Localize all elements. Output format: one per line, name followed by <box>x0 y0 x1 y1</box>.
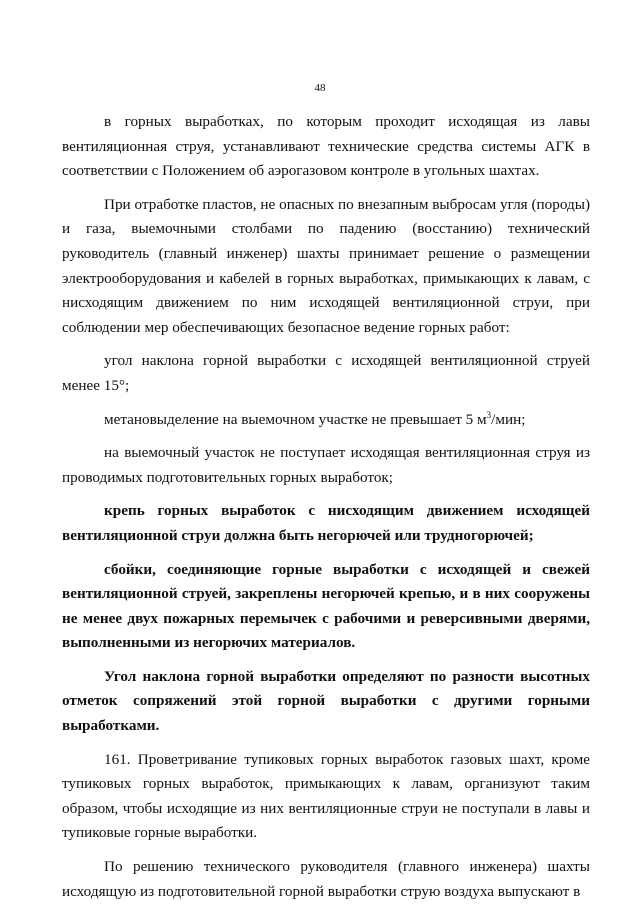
paragraph-4-text: метановыделение на выемочном участке не превышает 5 м <box>104 410 487 428</box>
paragraph-8: Угол наклона горной выработки определяют по разности высотных отметок сопряжений этой горной выработки с другими горными выработками. <box>62 667 590 735</box>
paragraph-10: По решению технического руководителя (главного инженера) шахты исходящую из подготовительной горной выработки струю воздуха выпускают в <box>62 858 590 900</box>
paragraph-7: сбойки, соединяющие горные выработки с исходящей и свежей вентиляционной струей, закреплены негорючей крепью, и в них сооружены не менее двух пожарных перемычек с рабочими и реверсивными дверями, выполненными из негорючих материалов. <box>62 560 590 652</box>
paragraph-4 <box>62 408 590 433</box>
paragraph-9: 161. Проветривание тупиковых горных выработок газовых шахт, кроме тупиковых горных выработок, примыкающих к лавам, организуют таким образом, чтобы исходящие из них вентиляционные струи не поступали в лавы и тупиковые горные выработки. <box>62 750 590 842</box>
paragraph-4-superscript: 3 <box>486 409 492 420</box>
document-body <box>62 110 590 913</box>
page-number: 48 <box>314 82 326 94</box>
paragraph-2: При отработке пластов, не опасных по внезапным выбросам угля (породы) и газа, выемочными столбами по падению (восстанию) технический руководитель (главный инженер) шахты принимает решение о размещении электрооборудования и кабелей в горных выработках, примыкающих к лавам, с нисходящим движением по ним исходящей вентиляционной струи, при соблюдении мер обеспечивающих безопасное ведение горных работ: <box>62 195 590 336</box>
paragraph-5: на выемочный участок не поступает исходящая вентиляционная струя из проводимых подготовительных горных выработок; <box>62 444 590 486</box>
paragraph-1: в горных выработках, по которым проходит исходящая из лавы вентиляционная струя, устанавливают технические средства системы АГК в соответствии с Положением об аэрогазовом контроле в угольных шахтах. <box>62 113 590 180</box>
paragraph-6: крепь горных выработок с нисходящим движением исходящей вентиляционной струи должна быть негорючей или трудногорючей; <box>62 502 590 544</box>
paragraph-4-unit: /мин; <box>491 410 526 428</box>
paragraph-3: угол наклона горной выработки с исходящей вентиляционной струей менее 15°; <box>62 352 590 394</box>
